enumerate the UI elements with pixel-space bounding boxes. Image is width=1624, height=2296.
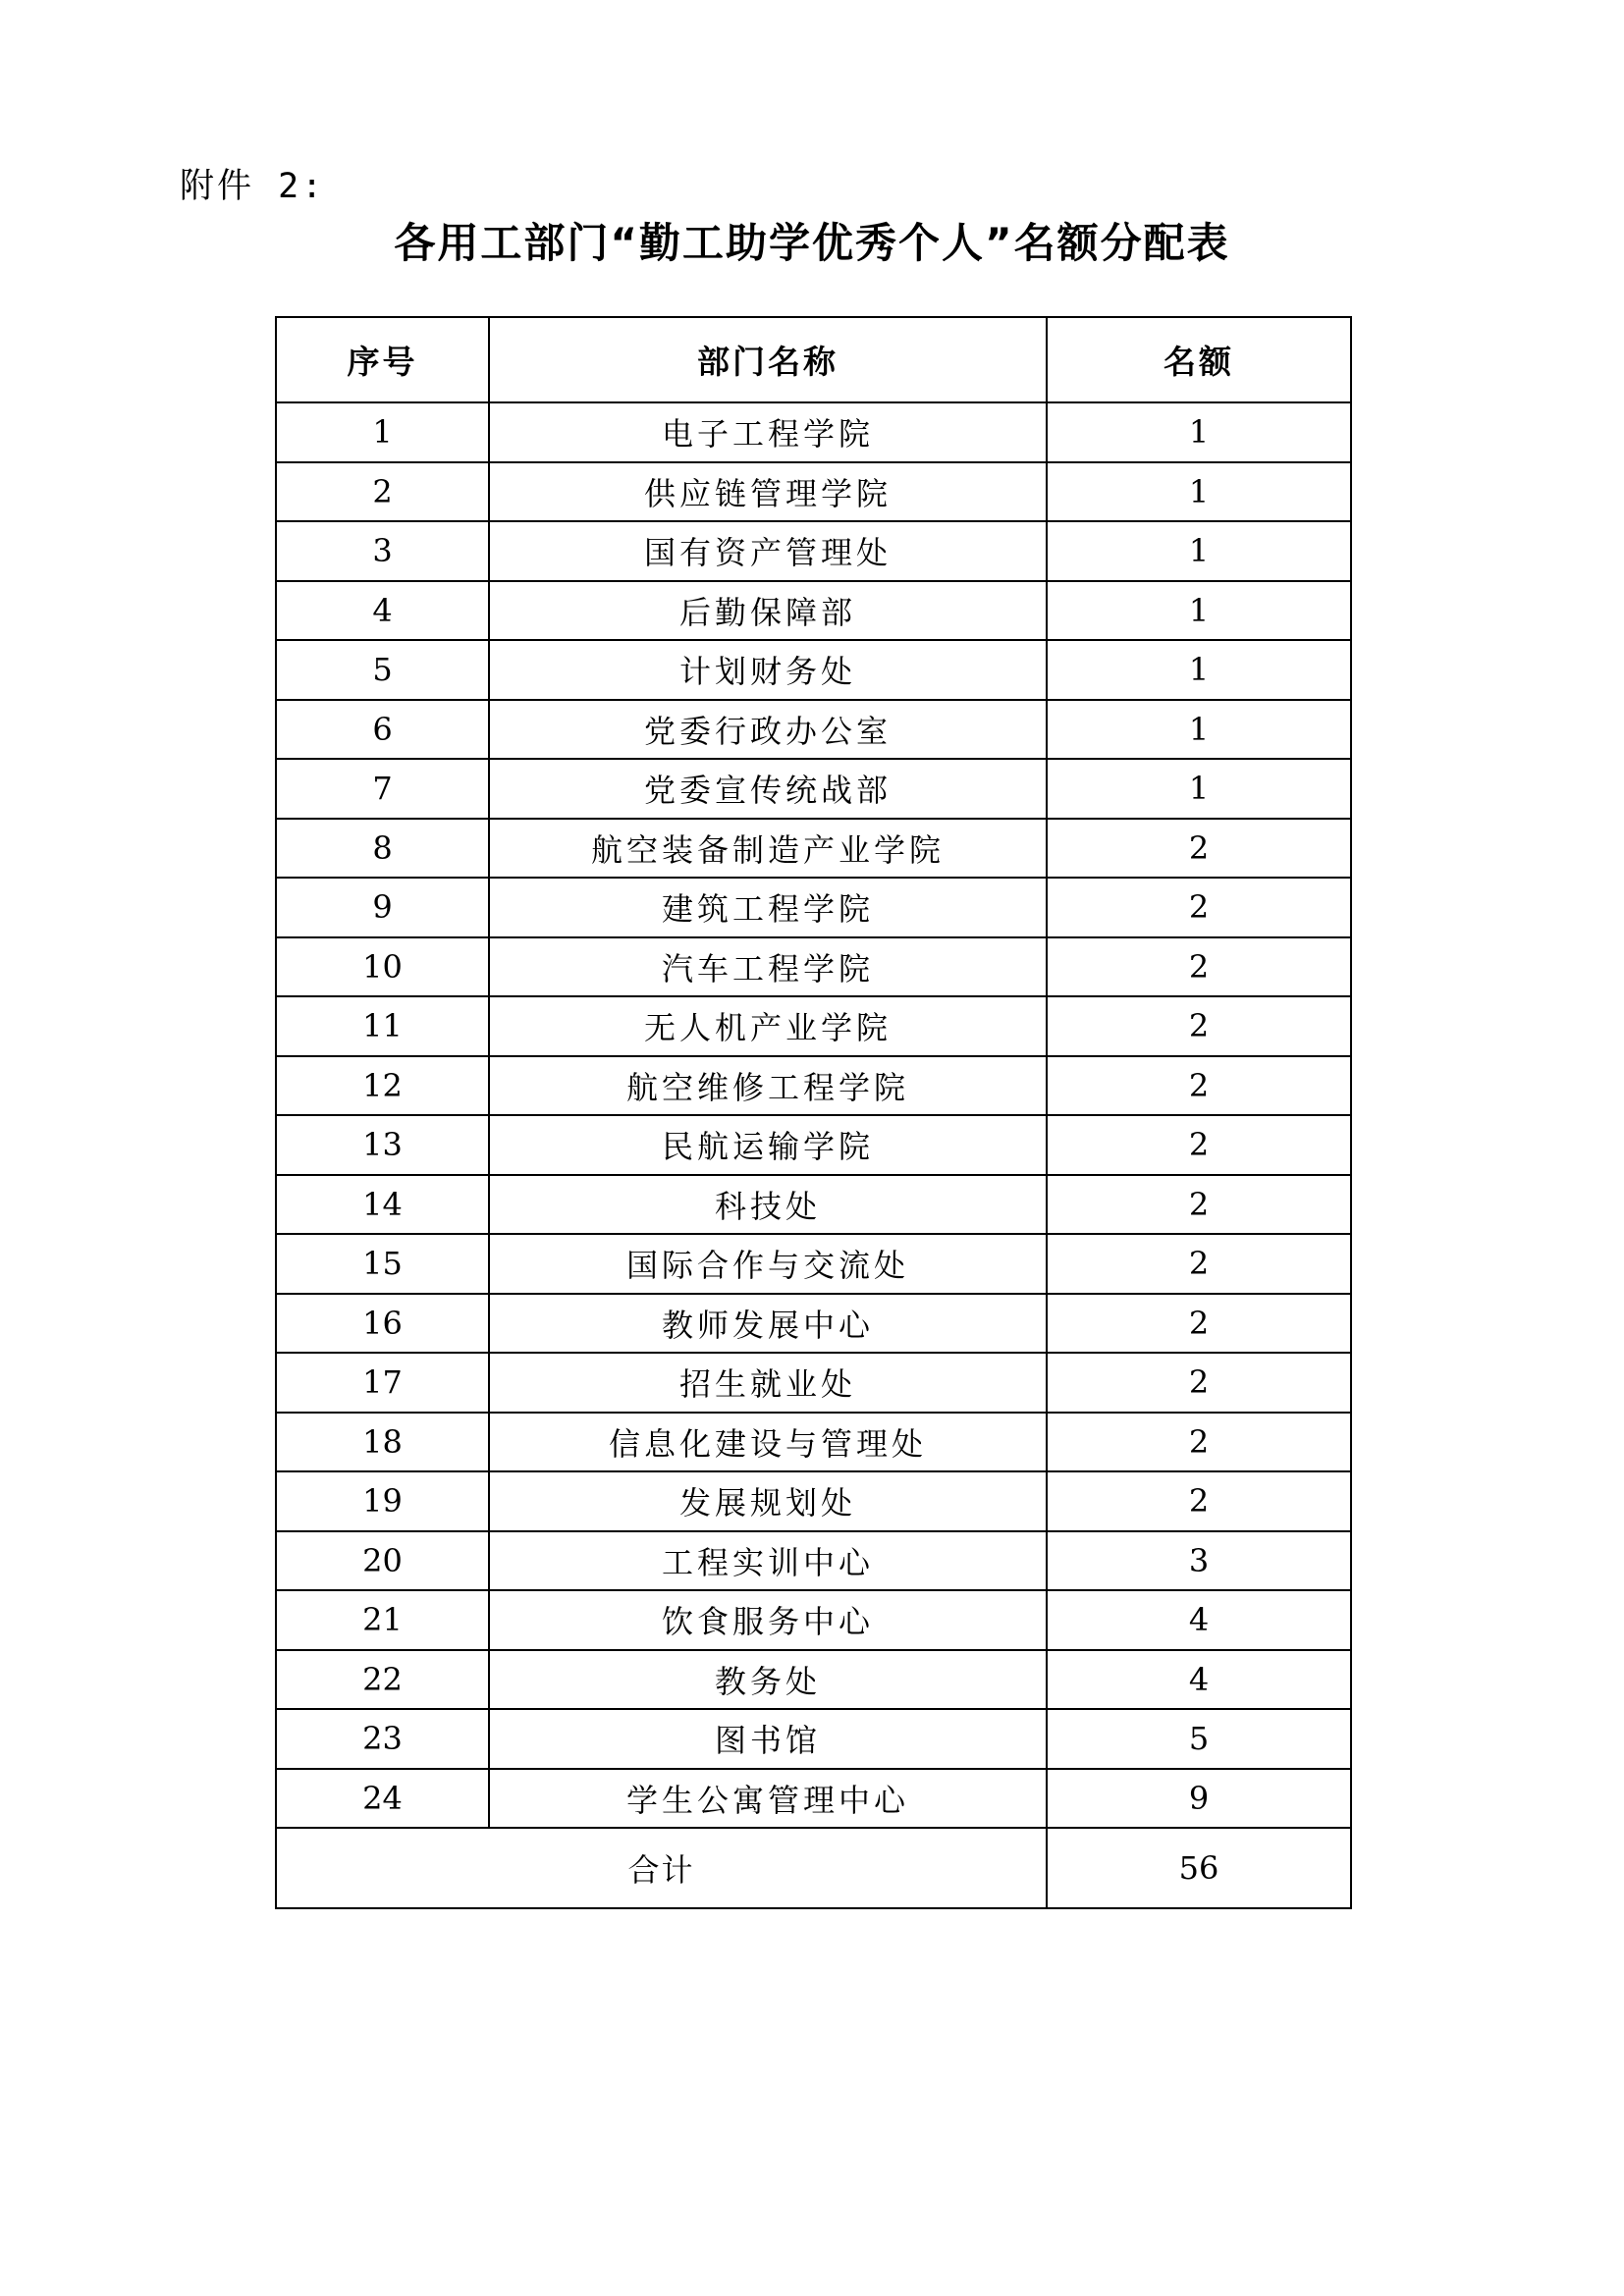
- row-department: 信息化建设与管理处: [489, 1413, 1047, 1472]
- row-index: 18: [276, 1413, 489, 1472]
- row-index: 19: [276, 1471, 489, 1531]
- row-quota: 1: [1047, 462, 1351, 522]
- row-index: 3: [276, 521, 489, 581]
- row-quota: 2: [1047, 1175, 1351, 1235]
- row-quota: 1: [1047, 581, 1351, 641]
- table-row: [276, 402, 1351, 462]
- table-row: [276, 1175, 1351, 1235]
- table-row: [276, 1056, 1351, 1116]
- row-department: 党委行政办公室: [489, 700, 1047, 760]
- row-department: 航空维修工程学院: [489, 1056, 1047, 1116]
- table-row: [276, 759, 1351, 819]
- row-quota: 4: [1047, 1650, 1351, 1710]
- row-department: 汽车工程学院: [489, 937, 1047, 997]
- row-quota: 2: [1047, 1353, 1351, 1413]
- row-department: 招生就业处: [489, 1353, 1047, 1413]
- row-quota: 2: [1047, 1471, 1351, 1531]
- row-index: 22: [276, 1650, 489, 1710]
- table-row: [276, 819, 1351, 879]
- row-department: 后勤保障部: [489, 581, 1047, 641]
- table-row: [276, 462, 1351, 522]
- page-title: 各用工部门“勤工助学优秀个人”名额分配表: [394, 219, 1230, 267]
- row-index: 8: [276, 819, 489, 879]
- table-row: [276, 1471, 1351, 1531]
- row-department: 航空装备制造产业学院: [489, 819, 1047, 879]
- row-department: 学生公寓管理中心: [489, 1769, 1047, 1829]
- table-row: [276, 581, 1351, 641]
- row-index: 24: [276, 1769, 489, 1829]
- row-quota: 3: [1047, 1531, 1351, 1591]
- row-quota: 2: [1047, 1413, 1351, 1472]
- row-index: 17: [276, 1353, 489, 1413]
- header-index: 序号: [276, 317, 489, 402]
- row-index: 5: [276, 640, 489, 700]
- row-quota: 1: [1047, 700, 1351, 760]
- row-quota: 2: [1047, 819, 1351, 879]
- row-index: 23: [276, 1709, 489, 1769]
- table-row: [276, 700, 1351, 760]
- row-department: 国有资产管理处: [489, 521, 1047, 581]
- table-row: [276, 1234, 1351, 1294]
- row-index: 21: [276, 1590, 489, 1650]
- table-row: [276, 996, 1351, 1056]
- row-index: 12: [276, 1056, 489, 1116]
- row-quota: 2: [1047, 1234, 1351, 1294]
- table-row: [276, 1353, 1351, 1413]
- table-row: [276, 1709, 1351, 1769]
- row-department: 计划财务处: [489, 640, 1047, 700]
- table-row: [276, 640, 1351, 700]
- total-value: 56: [1047, 1828, 1351, 1908]
- row-index: 13: [276, 1115, 489, 1175]
- row-index: 15: [276, 1234, 489, 1294]
- row-department: 民航运输学院: [489, 1115, 1047, 1175]
- row-index: 2: [276, 462, 489, 522]
- row-department: 党委宣传统战部: [489, 759, 1047, 819]
- row-quota: 2: [1047, 996, 1351, 1056]
- table-row: [276, 878, 1351, 937]
- row-index: 4: [276, 581, 489, 641]
- table-row: [276, 1769, 1351, 1829]
- table-row: [276, 1115, 1351, 1175]
- row-quota: 1: [1047, 402, 1351, 462]
- row-department: 国际合作与交流处: [489, 1234, 1047, 1294]
- row-quota: 1: [1047, 640, 1351, 700]
- row-department: 无人机产业学院: [489, 996, 1047, 1056]
- row-department: 图书馆: [489, 1709, 1047, 1769]
- row-quota: 2: [1047, 1115, 1351, 1175]
- table-row: [276, 1650, 1351, 1710]
- row-index: 16: [276, 1294, 489, 1354]
- table-row: [276, 1531, 1351, 1591]
- row-index: 11: [276, 996, 489, 1056]
- table-row: [276, 521, 1351, 581]
- row-quota: 1: [1047, 759, 1351, 819]
- row-department: 电子工程学院: [489, 402, 1047, 462]
- row-department: 教务处: [489, 1650, 1047, 1710]
- header-quota: 名额: [1047, 317, 1351, 402]
- row-index: 9: [276, 878, 489, 937]
- row-department: 饮食服务中心: [489, 1590, 1047, 1650]
- row-department: 供应链管理学院: [489, 462, 1047, 522]
- row-quota: 2: [1047, 937, 1351, 997]
- row-quota: 1: [1047, 521, 1351, 581]
- row-index: 20: [276, 1531, 489, 1591]
- row-index: 1: [276, 402, 489, 462]
- row-department: 建筑工程学院: [489, 878, 1047, 937]
- table-row: [276, 1413, 1351, 1472]
- table-row: [276, 1294, 1351, 1354]
- row-index: 6: [276, 700, 489, 760]
- row-department: 教师发展中心: [489, 1294, 1047, 1354]
- table-header-row: [276, 317, 1351, 402]
- row-quota: 2: [1047, 1294, 1351, 1354]
- row-quota: 4: [1047, 1590, 1351, 1650]
- row-quota: 2: [1047, 878, 1351, 937]
- row-department: 发展规划处: [489, 1471, 1047, 1531]
- row-index: 7: [276, 759, 489, 819]
- row-quota: 9: [1047, 1769, 1351, 1829]
- quota-table: [275, 316, 1352, 1909]
- row-quota: 2: [1047, 1056, 1351, 1116]
- row-quota: 5: [1047, 1709, 1351, 1769]
- total-row: [276, 1828, 1351, 1908]
- table-row: [276, 1590, 1351, 1650]
- total-label: 合计: [276, 1828, 1047, 1908]
- row-department: 工程实训中心: [489, 1531, 1047, 1591]
- row-index: 10: [276, 937, 489, 997]
- header-department: 部门名称: [489, 317, 1047, 402]
- row-index: 14: [276, 1175, 489, 1235]
- row-department: 科技处: [489, 1175, 1047, 1235]
- table-row: [276, 937, 1351, 997]
- annex-label: 附件 2:: [180, 167, 326, 206]
